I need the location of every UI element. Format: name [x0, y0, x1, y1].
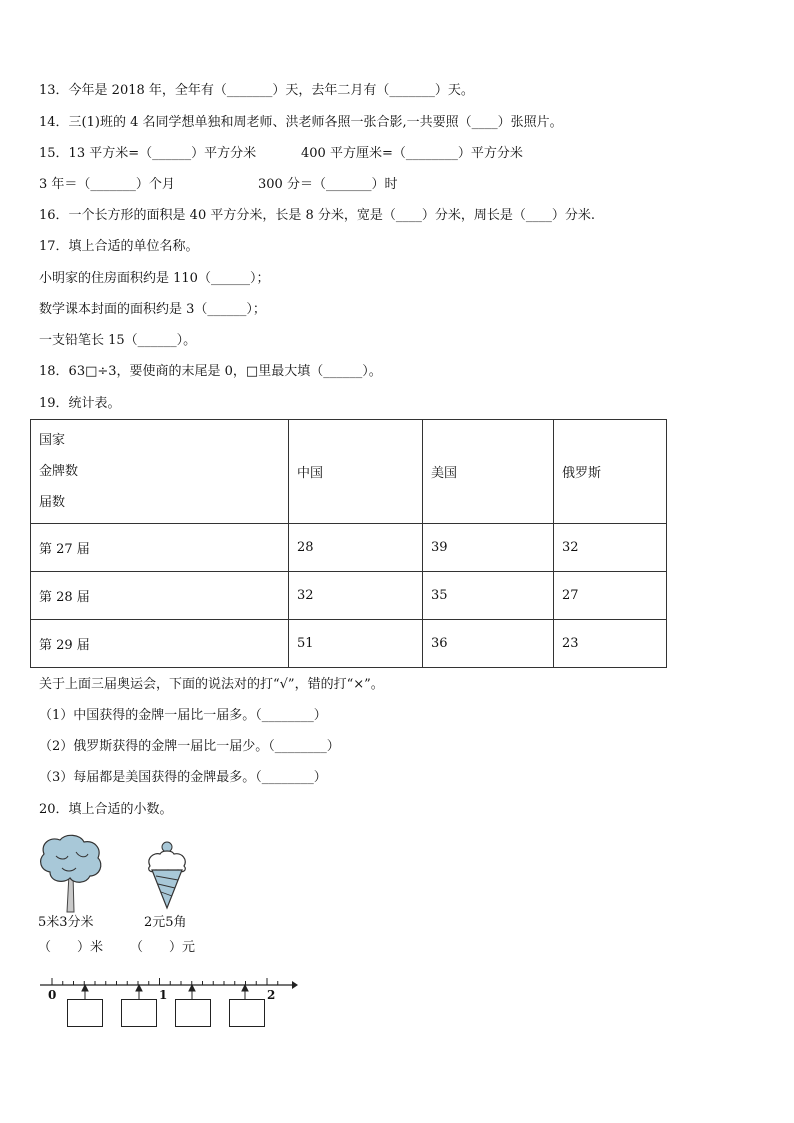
question-13: 13．今年是 2018 年，全年有（_______）天，去年二月有（_______）天。 [39, 83, 474, 98]
header-usa: 美国 [423, 420, 554, 524]
tick-label-2: 2 [267, 988, 276, 1002]
cell-value: 32 [289, 572, 423, 620]
table-header-row [31, 420, 667, 524]
tree-height-label: 5米3分米 [38, 915, 94, 930]
table-row [31, 524, 667, 572]
cell-value: 32 [554, 524, 667, 572]
ice-cream-icon [144, 840, 190, 910]
answer-box-3[interactable] [175, 999, 211, 1027]
question-15a: 15．13 平方米=（______）平方分米 [39, 146, 257, 161]
corner-cell [31, 420, 289, 524]
row-label: 第 28 届 [31, 572, 289, 620]
tick-label-0: 0 [48, 988, 57, 1002]
question-18: 18．63□÷3，要使商的末尾是 0，□里最大填（______）。 [39, 364, 382, 379]
question-17: 17．填上合适的单位名称。 [39, 239, 199, 254]
ice-cream-price-label: 2元5角 [144, 915, 187, 930]
cell-value: 27 [554, 572, 667, 620]
tree-answer-blank: （ ）米 [38, 940, 104, 955]
header-russia: 俄罗斯 [554, 420, 667, 524]
cell-value: 36 [423, 620, 554, 668]
question-14: 14．三(1)班的 4 名同学想单独和周老师、洪老师各照一张合影,一共要照（____）张照片。 [39, 115, 563, 130]
question-16: 16．一个长方形的面积是 40 平方分米，长是 8 分米，宽是（____）分米，周长是（____）分米. [39, 208, 596, 223]
cell-value: 35 [423, 572, 554, 620]
question-19-2: （2）俄罗斯获得的金牌一届比一届少。（________） [39, 739, 340, 754]
question-19-3: （3）每届都是美国获得的金牌最多。（________） [39, 770, 327, 785]
question-15b: 400 平方厘米=（________）平方分米 [301, 146, 523, 161]
row-label: 第 27 届 [31, 524, 289, 572]
corner-label-country: 国家 [39, 433, 66, 448]
medal-stats-table [30, 419, 667, 668]
row-label: 第 29 届 [31, 620, 289, 668]
question-17c: 一支铅笔长 15（______）。 [39, 333, 197, 348]
answer-box-1[interactable] [67, 999, 103, 1027]
question-19-intro: 关于上面三届奥运会，下面的说法对的打“√”，错的打“×”。 [39, 677, 384, 692]
answer-box-2[interactable] [121, 999, 157, 1027]
question-15d: 300 分＝（_______）时 [258, 177, 398, 192]
tick-label-1: 1 [159, 988, 168, 1002]
ice-cream-answer-blank: （ ）元 [130, 940, 196, 955]
corner-label-session: 届数 [39, 495, 66, 510]
table-row [31, 620, 667, 668]
question-19: 19．统计表。 [39, 396, 121, 411]
cell-value: 39 [423, 524, 554, 572]
question-17b: 数学课本封面的面积约是 3（______）； [39, 302, 266, 317]
cell-value: 28 [289, 524, 423, 572]
question-19-1: （1）中国获得的金牌一届比一届多。（________） [39, 708, 327, 723]
table-row [31, 572, 667, 620]
corner-label-medals: 金牌数 [39, 464, 79, 479]
cell-value: 51 [289, 620, 423, 668]
tree-icon [36, 834, 106, 914]
question-20: 20．填上合适的小数。 [39, 802, 173, 817]
question-17a: 小明家的住房面积约是 110（______）； [39, 271, 270, 286]
question-15c: 3 年＝（_______）个月 [39, 177, 175, 192]
header-china: 中国 [289, 420, 423, 524]
answer-box-4[interactable] [229, 999, 265, 1027]
cell-value: 23 [554, 620, 667, 668]
